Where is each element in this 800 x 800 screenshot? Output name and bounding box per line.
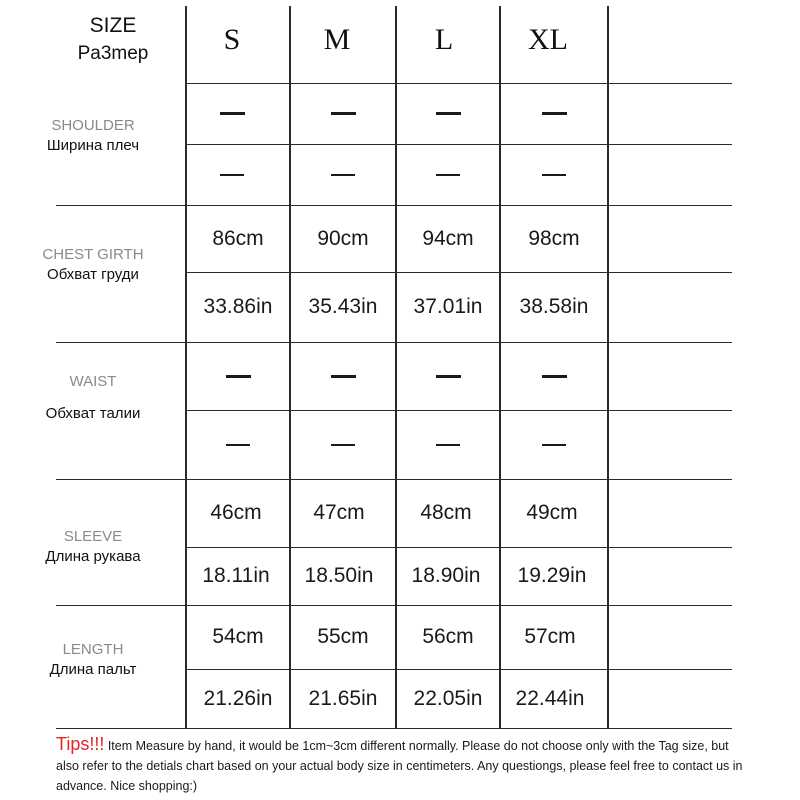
value-cell: 55cm xyxy=(317,625,369,648)
value-cell: 54cm xyxy=(212,625,264,648)
value-cell xyxy=(290,83,396,144)
row-label-en: CHEST GIRTH xyxy=(42,246,144,263)
value-cell: 35.43in xyxy=(308,295,378,318)
value-cell: 18.11in xyxy=(202,564,270,587)
value-cell xyxy=(290,144,396,205)
value-cell: 57cm xyxy=(524,625,576,648)
value-cell: 22.05in xyxy=(413,686,483,710)
value-cell xyxy=(180,83,284,144)
tips-label: Tips!!! xyxy=(56,734,105,754)
value-cell: 18.90in xyxy=(411,564,481,587)
value-cell: 94cm xyxy=(422,226,474,250)
row-label-ru: Длина рукава xyxy=(45,548,141,565)
value-cell xyxy=(500,342,608,410)
value-cell xyxy=(396,83,500,144)
value-cell xyxy=(396,342,500,410)
dash-mark xyxy=(542,174,566,176)
dash-mark xyxy=(220,174,244,176)
size-label: SIZE xyxy=(89,14,137,37)
value-cell: 56cm xyxy=(422,625,474,648)
tips-note xyxy=(56,734,746,796)
size-header-s: S xyxy=(223,23,241,56)
size-label-ru: Pa3mep xyxy=(77,43,149,64)
value-cell xyxy=(500,83,608,144)
size-header-xl: XL xyxy=(528,23,568,56)
row-label-en: WAIST xyxy=(69,373,117,390)
value-cell xyxy=(500,410,608,479)
value-cell: 47cm xyxy=(313,501,365,524)
row-label-ru: Обхват груди xyxy=(47,266,139,283)
value-cell xyxy=(290,342,396,410)
value-cell xyxy=(396,144,500,205)
dash-mark xyxy=(331,444,355,446)
value-cell xyxy=(290,410,396,479)
value-cell: 19.29in xyxy=(517,564,587,587)
row-label-ru: Ширина плеч xyxy=(46,137,140,154)
row-label-en: LENGTH xyxy=(62,641,124,658)
tips-text: Item Measure by hand, it would be 1cm~3cm different normally. Please do not choose only with the Tag size, but also refer to the detials chart based on your actual body size in centimeters. Any questiongs, please feel free to contact us in advance. Nice shopping:) xyxy=(56,739,743,793)
dash-mark xyxy=(436,444,460,446)
value-cell: 18.50in xyxy=(304,564,374,587)
size-header-m: M xyxy=(323,23,351,56)
dash-mark xyxy=(226,375,251,378)
dash-mark xyxy=(542,112,567,115)
dash-mark xyxy=(331,174,355,176)
value-cell: 90cm xyxy=(317,226,369,250)
dash-mark xyxy=(436,112,461,115)
row-label-en: SLEEVE xyxy=(63,528,123,545)
value-cell: 49cm xyxy=(526,501,578,524)
dash-mark xyxy=(331,375,356,378)
value-cell: 46cm xyxy=(210,501,262,524)
dash-mark xyxy=(436,375,461,378)
value-cell: 37.01in xyxy=(413,295,483,318)
value-cell xyxy=(186,410,290,479)
dash-mark xyxy=(220,112,245,115)
value-cell: 38.58in xyxy=(519,295,589,318)
row-label-ru: Длина пальт xyxy=(49,661,137,678)
value-cell: 98cm xyxy=(528,226,580,250)
value-cell xyxy=(396,410,500,479)
dash-mark xyxy=(226,444,250,446)
value-cell: 48cm xyxy=(420,501,472,524)
value-cell: 21.65in xyxy=(308,686,378,710)
size-header-l: L xyxy=(434,23,454,56)
dash-mark xyxy=(542,444,566,446)
value-cell xyxy=(186,342,290,410)
value-cell: 33.86in xyxy=(203,295,273,318)
dash-mark xyxy=(542,375,567,378)
dash-mark xyxy=(436,174,460,176)
row-bottom-line xyxy=(56,728,732,729)
value-cell xyxy=(500,144,608,205)
row-label-en: SHOULDER xyxy=(51,117,135,134)
value-cell: 21.26in xyxy=(203,686,273,710)
row-label-ru: Обхват талии xyxy=(45,405,141,422)
dash-mark xyxy=(331,112,356,115)
value-cell: 86cm xyxy=(212,226,264,250)
value-cell: 22.44in xyxy=(515,686,585,710)
value-cell xyxy=(180,144,284,205)
